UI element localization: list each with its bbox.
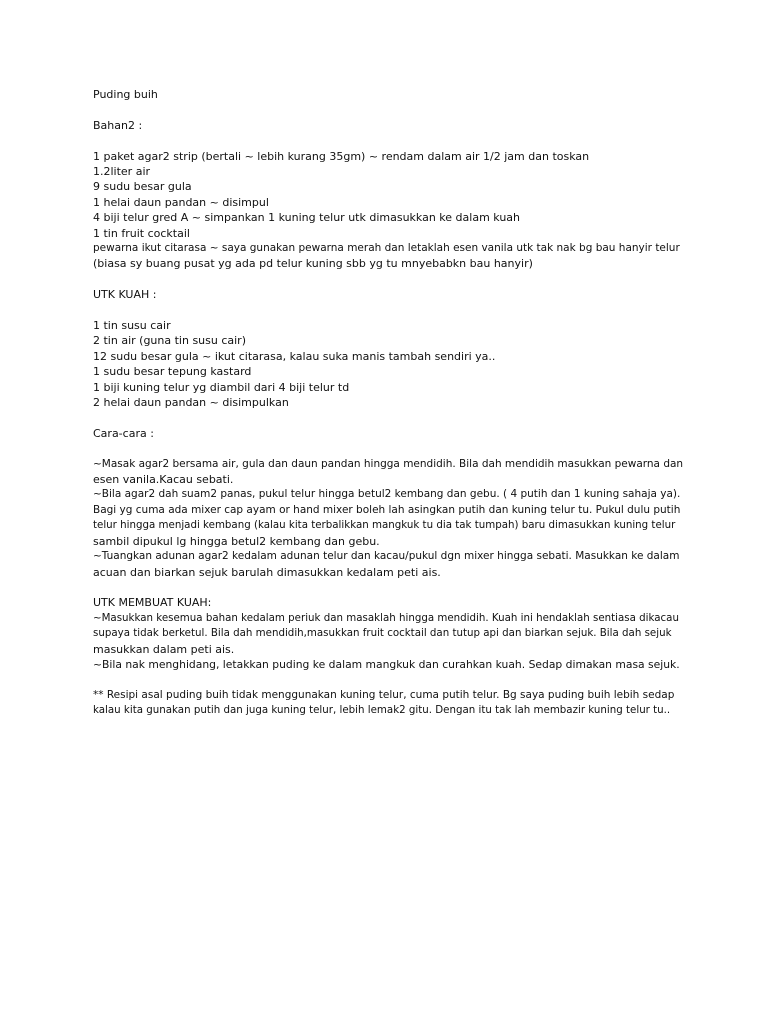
bahan-item: 1 paket agar2 strip (bertali ~ lebih kurang 35gm) ~ rendam dalam air 1/2 jam dan toskan <box>93 149 590 163</box>
cara-heading: Cara-cara : <box>93 426 154 440</box>
recipe-title: Puding buih <box>93 88 158 101</box>
membuat-line: masukkan dalam peti ais. <box>93 642 235 656</box>
spacer <box>93 410 683 425</box>
membuat-line: supaya tidak berketul. Bila dah mendidih,masukkan fruit cocktail dan tutup api dan biarkan sejuk. Bila dah sejuk <box>93 627 672 640</box>
kuah-item: 2 tin air (guna tin susu cair) <box>93 334 247 348</box>
membuat-kuah-paragraph <box>93 611 683 673</box>
spacer <box>93 102 683 117</box>
spacer <box>93 441 683 456</box>
kuah-item: 2 helai daun pandan ~ disimpulkan <box>93 396 289 410</box>
cara-line: Bagi yg cuma ada mixer cap ayam or hand mixer boleh lah asingkan putih dan kuning telur tu. Pukul dulu putih <box>93 503 681 516</box>
bahan-item: pewarna ikut citarasa ~ saya gunakan pewarna merah dan letaklah esen vanila utk tak nak bg bau hanyir telur <box>93 242 680 255</box>
membuat-kuah-heading: UTK MEMBUAT KUAH: <box>93 596 212 610</box>
bahan-item: 9 sudu besar gula <box>93 180 192 194</box>
kuah-heading: UTK KUAH : <box>93 288 157 302</box>
bahan-item: (biasa sy buang pusat yg ada pd telur kuning sbb yg tu mnyebabkn bau hanyir) <box>93 257 533 271</box>
spacer <box>93 303 683 318</box>
spacer <box>93 672 683 687</box>
cara-line: esen vanila.Kacau sebati. <box>93 473 234 487</box>
kuah-list <box>93 318 683 410</box>
bahan-heading: Bahan2 : <box>93 118 143 132</box>
note-paragraph <box>93 688 683 719</box>
spacer <box>93 272 683 287</box>
membuat-line: ~Masukkan kesemua bahan kedalam periuk dan masaklah hingga mendidih. Kuah ini hendaklah sentiasa dikacau <box>93 611 679 624</box>
bahan-item: 1.2liter air <box>93 165 151 178</box>
kuah-item: 12 sudu besar gula ~ ikut citarasa, kalau suka manis tambah sendiri ya.. <box>93 349 496 363</box>
note-line: kalau kita gunakan putih dan juga kuning telur, lebih lemak2 gitu. Dengan itu tak lah membazir kuning telur tu.. <box>93 704 671 717</box>
recipe-text <box>93 87 683 719</box>
bahan-list <box>93 149 683 272</box>
bahan-item: 1 helai daun pandan ~ disimpul <box>93 195 269 209</box>
bahan-item: 4 biji telur gred A ~ simpankan 1 kuning telur utk dimasukkan ke dalam kuah <box>93 211 520 225</box>
spacer <box>93 580 683 595</box>
cara-line: ~Tuangkan adunan agar2 kedalam adunan telur dan kacau/pukul dgn mixer hingga sebati. Masukkan ke dalam <box>93 550 680 563</box>
cara-line: sambil dipukul lg hingga betul2 kembang dan gebu. <box>93 534 380 548</box>
membuat-line: ~Bila nak menghidang, letakkan puding ke dalam mangkuk dan curahkan kuah. Sedap dimakan masa sejuk. <box>93 657 680 671</box>
kuah-item: 1 tin susu cair <box>93 319 171 333</box>
cara-line: ~Bila agar2 dah suam2 panas, pukul telur hingga betul2 kembang dan gebu. ( 4 putih dan 1 kuning sahaja ya). <box>93 488 681 501</box>
cara-line: telur hingga menjadi kembang (kalau kita terbalikkan mangkuk tu dia tak tumpah) baru dimasukkan kuning telur <box>93 519 676 532</box>
cara-paragraph <box>93 457 683 580</box>
note-line: ** Resipi asal puding buih tidak menggunakan kuning telur, cuma putih telur. Bg saya puding buih lebih sedap <box>93 688 675 701</box>
bahan-item: 1 tin fruit cocktail <box>93 226 190 240</box>
spacer <box>93 133 683 148</box>
kuah-item: 1 sudu besar tepung kastard <box>93 365 252 379</box>
kuah-item: 1 biji kuning telur yg diambil dari 4 biji telur td <box>93 380 350 394</box>
cara-line: ~Masak agar2 bersama air, gula dan daun pandan hingga mendidih. Bila dah mendidih masukkan pewarna dan <box>93 457 684 470</box>
cara-line: acuan dan biarkan sejuk barulah dimasukkan kedalam peti ais. <box>93 565 441 579</box>
